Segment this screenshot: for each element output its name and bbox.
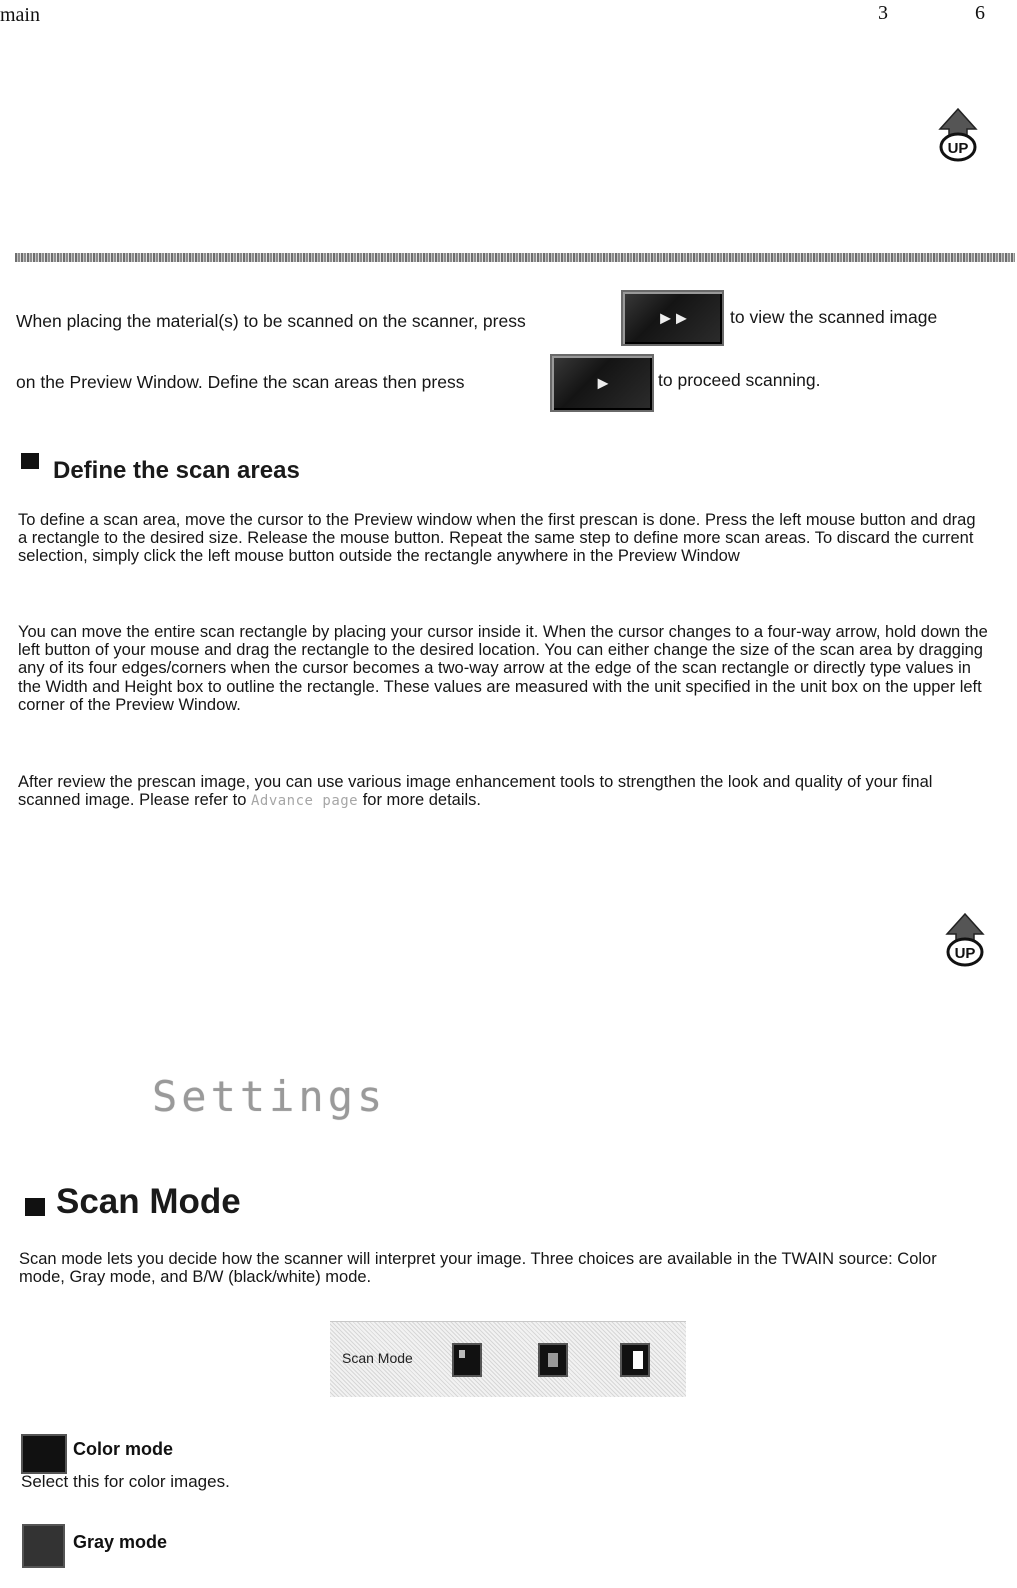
bw-mode-button[interactable] [620,1343,650,1377]
bullet-square-icon [25,1198,45,1216]
bw-mode-icon [633,1351,643,1369]
advance-page-link[interactable]: Advance page [250,793,359,810]
intro-line1-after: to view the scanned image [730,307,938,327]
intro-line1-before: When placing the material(s) to be scanned on the scanner, press [16,311,526,331]
define-paragraph-2: You can move the entire scan rectangle by placing your cursor inside it. When the cursor changes to a four-way arrow, hold down the left button of your mouse and drag the rectangle to the desired location. You can either change the size of the scan area by dragging any of its four edges/corners when the cursor becomes a two-way arrow at the edge of the scan rectangle or directly type values in the Width and Height box to outline the rectangle. These values are measured with the unit specified in the unit box on the upper left corner of the Preview Window. [18,623,988,714]
intro-line2-after: to proceed scanning. [658,370,821,390]
scan-button[interactable] [550,354,654,412]
up-arrow-icon[interactable] [936,107,980,165]
header-page-number: 3 [878,2,888,24]
paragraph-text: for more details. [358,791,482,810]
bullet-square-icon [21,453,39,469]
play-icon: ► [594,372,610,393]
svg-text:UP: UP [954,945,976,962]
gray-mode-icon [22,1524,65,1568]
scan-mode-heading: Scan Mode [56,1182,241,1221]
color-mode-description: Select this for color images. [21,1472,230,1491]
define-heading: Define the scan areas [53,457,300,484]
gray-mode-label: Gray mode [73,1532,168,1552]
gray-mode-button[interactable] [538,1343,568,1377]
up-arrow-icon[interactable] [943,912,987,970]
header-doc-name: main [0,4,40,26]
prescan-button[interactable] [621,290,724,346]
define-paragraph-3 [18,773,988,810]
svg-text:UP: UP [947,140,969,157]
paragraph-text: After review the prescan image, you can use various image enhancement tools to strengthen the look and quality of your final scanned image. Please refer to [18,773,933,810]
scan-mode-toolbar [330,1321,686,1397]
fast-forward-icon: ►► [656,307,689,328]
intro-line2-before: on the Preview Window. Define the scan areas then press [16,372,465,392]
settings-faded-title: Settings [152,1072,387,1121]
toolbar-label: Scan Mode [342,1350,413,1366]
header-page-total: 6 [975,2,985,24]
color-mode-icon [459,1350,465,1358]
color-mode-label: Color mode [73,1439,174,1459]
scan-mode-paragraph: Scan mode lets you decide how the scanner will interpret your image. Three choices are available in the TWAIN source: Color mode, Gray mode, and B/W (black/white) mode. [19,1250,937,1287]
color-mode-icon [21,1434,67,1474]
horizontal-rule [15,253,1015,262]
color-mode-button[interactable] [452,1343,482,1377]
gray-mode-icon [548,1353,558,1367]
define-paragraph-1: To define a scan area, move the cursor to the Preview window when the first prescan is done. Press the left mouse button and drag a rectangle to the desired size. Release the mouse button. Repeat the same step to define more scan areas. To discard the current selection, simply click the left mouse button outside the rectangle anywhere in the Preview Window [18,511,976,566]
